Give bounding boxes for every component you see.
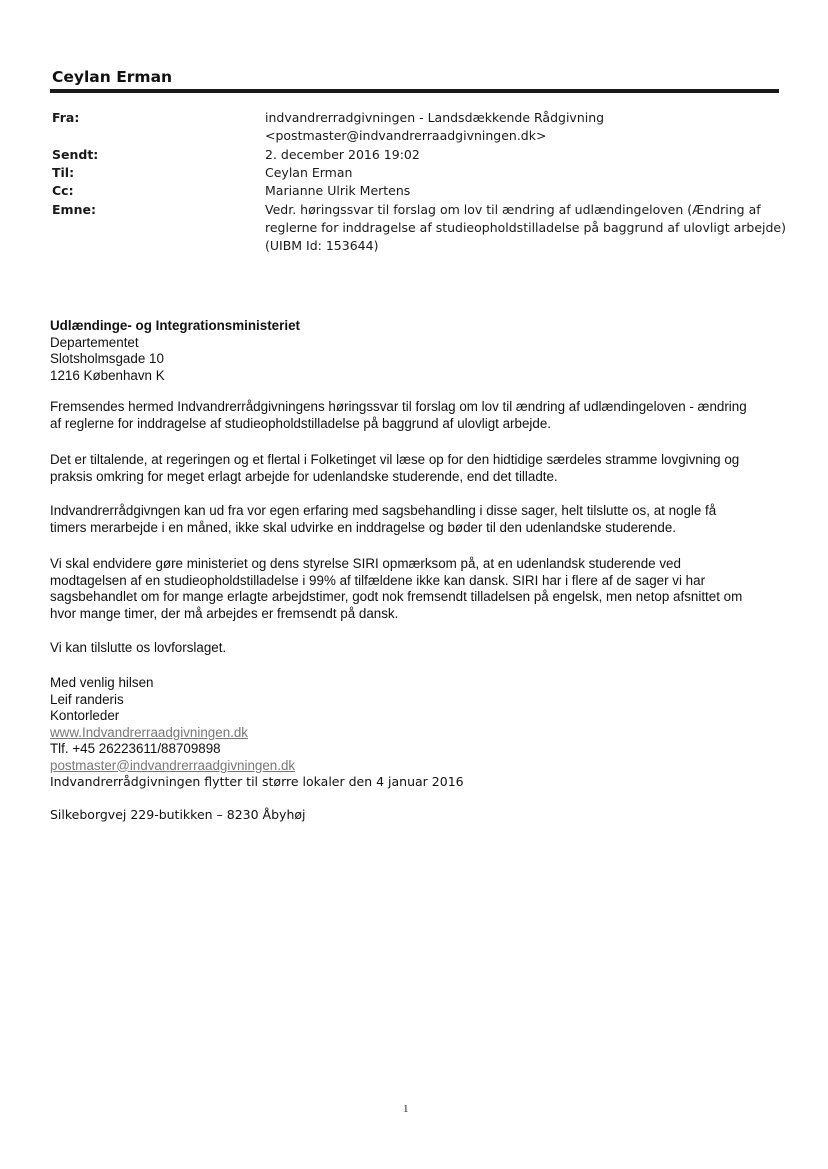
paragraph-line: modtagelsen af en studieopholdstilladelse i 99% af tilfældene ikke kan dansk. SIRI har i flere af de sager vi har — [50, 572, 706, 588]
subject-line: Vedr. høringssvar til forslag om lov til ændring af udlændingeloven (Ændring af — [265, 202, 761, 217]
sender-name: Ceylan Erman — [52, 68, 173, 86]
paragraph-line: praksis omkring for meget erlagt arbejde for udenlandske studerende, end det tilladte. — [50, 468, 558, 484]
paragraph-line: sagsbehandlet om for mange erlagte arbejdstimer, godt nok fremsendt tilladelsen på engelsk, men netop afsnittet om — [50, 589, 743, 604]
paragraph-line: hvor mange timer, der må arbejdes er fremsendt på dansk. — [50, 605, 399, 621]
paragraph — [50, 452, 780, 485]
office-address: Silkeborgvej 229-butikken – 8230 Åbyhøj — [50, 807, 306, 822]
from-value — [265, 109, 785, 145]
subject-line: reglerne for inddragelse af studieopholdstilladelse på baggrund af ulovligt arbejde) — [265, 220, 787, 235]
paragraph-line: Fremsendes hermed Indvandrerrådgivningens høringssvar til forslag om lov til ændring af udlændingeloven - ændring — [50, 399, 747, 414]
paragraph — [50, 399, 780, 432]
from-value-line: indvandrerradgivningen - Landsdækkende Rådgivning — [265, 110, 605, 125]
paragraph-line: Indvandrerrådgivngen kan ud fra vor egen erfaring med sagsbehandling i disse sager, helt tilslutte os, at nogle få — [50, 503, 717, 518]
cc-value: Marianne Ulrik Mertens — [265, 183, 411, 198]
paragraph-line: Vi skal endvidere gøre ministeriet og dens styrelse SIRI opmærksom på, at en udenlandsk studerende ved — [50, 556, 681, 571]
signature-block — [50, 675, 780, 774]
paragraph-line: timers merarbejde i en måned, ikke skal udvirke en inddragelse og bøder til den udenlandske studerende. — [50, 519, 676, 535]
sent-value: 2. december 2016 19:02 — [265, 147, 420, 162]
paragraph — [50, 556, 780, 622]
street-address: Slotsholmsgade 10 — [50, 351, 164, 366]
subject-value — [265, 201, 785, 255]
website-link[interactable]: www.Indvandrerraadgivningen.dk — [50, 724, 249, 740]
city-address: 1216 København K — [50, 367, 165, 383]
phone-number: Tlf. +45 26223611/88709898 — [50, 741, 221, 756]
greeting: Med venlig hilsen — [50, 675, 154, 690]
paragraph-line: Det er tiltalende, at regeringen og et flertal i Folketinget vil læse op for den hidtidige særdeles stramme lovgivning og — [50, 452, 740, 467]
email-link[interactable]: postmaster@indvandrerraadgivningen.dk — [50, 757, 296, 773]
to-value: Ceylan Erman — [265, 165, 353, 180]
cc-label: Cc: — [52, 183, 74, 198]
page-number: 1 — [403, 1103, 409, 1115]
paragraph — [50, 640, 780, 657]
subject-line: (UIBM Id: 153644) — [265, 238, 379, 253]
ministry-name: Udlændinge- og Integrationsministeriet — [50, 318, 300, 333]
moving-notice: Indvandrerrådgivningen flytter til større lokaler den 4 januar 2016 — [50, 774, 464, 789]
subject-label: Emne: — [52, 202, 96, 217]
signer-title: Kontorleder — [50, 708, 120, 723]
from-value-email: <postmaster@indvandrerraadgivningen.dk> — [265, 128, 547, 143]
paragraph — [50, 503, 780, 536]
sent-label: Sendt: — [52, 147, 99, 162]
department: Departementet — [50, 334, 139, 350]
recipient-block — [50, 318, 780, 384]
to-label: Til: — [52, 165, 75, 180]
from-label: Fra: — [52, 110, 80, 125]
header-rule — [50, 89, 779, 93]
signer-name: Leif randeris — [50, 691, 124, 707]
paragraph-line: Vi kan tilslutte os lovforslaget. — [50, 640, 227, 655]
paragraph-line: af reglerne for inddragelse af studieopholdstilladelse på baggrund af ulovligt arbejde. — [50, 415, 551, 431]
